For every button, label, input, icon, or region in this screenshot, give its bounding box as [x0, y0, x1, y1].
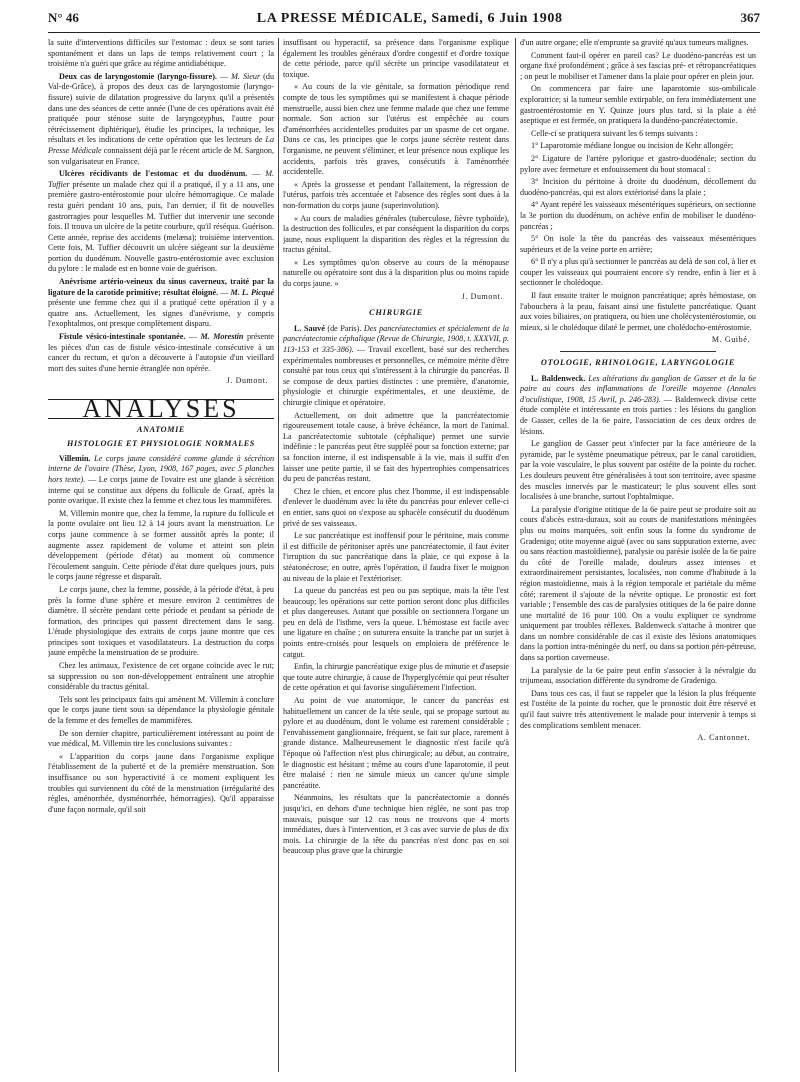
- report-title: Anévrisme artério-veineux du sinus caverneux, traité par la ligature de la carotide primitive; résultat éloigné.: [48, 277, 274, 297]
- paragraph: [48, 454, 274, 507]
- report-text: connaissent déjà par le récent article de M. Sargnon, son vulgarisateur en France.: [48, 145, 274, 166]
- paragraph: « Les symptômes qu'on observe au cours de la ménopause naturelle ou opératoire sont dus à la disparition plus ou moins rapide du corps jaune. »: [283, 257, 509, 289]
- report-text: présente les pièces d'un cas de fistule vésico-intestinale consécutive à un cancer du rectum, et qu'on a découverte à l'autopsie d'un vieillard mort des suites d'une hernie étranglée non opérée.: [48, 332, 274, 373]
- paragraph: Enfin, la chirurgie pancréatique exige plus de minutie et d'asepsie que toute autre chirurgie, à cause de l'hyperglycémie qui peut résulter de cette opération et qui favorise singulièrement l'infection.: [283, 662, 509, 693]
- author: L. Sauvé: [294, 323, 325, 333]
- paragraph: Au point de vue anatomique, le cancer du pancréas est habituellement un cancer de la tête seule, qui se propage surtout au pylore et au duodénum, dont le volume est rarement considérable ; l'envahissement ganglionnaire, fréquent, se fait sur place, rarement à grande distance. Malheureusement le diagnostic n'est facile qu'à l'époque où l'affection n'est plus chirurgicale; au début, au contraire, le diagnostic est hésitant ; même au cours d'une laparotomie, il peut être malaisé : rien ne simule mieux un cancer qu'une simple pancréatite.: [283, 696, 509, 790]
- paragraph: Actuellement, on doit admettre que la pancréatectomie rigoureusement totale cause, à brève échéance, la mort de l'animal. La pancréatectomie subtotale (céphalique) permet une survie indéfinie : le pancréas peut être suppléé pour sa fonction externe; par sa fonction interne, il est indispensable à la vie, mais il suffit d'en laisser une petite partie, il se fait des hypertrophies compensatrices du peu de pancréas restant.: [283, 410, 509, 484]
- paragraph: Deux cas de laryngostomie (laryngo-fissure). — M. Sieur (du Val-de-Grâce), à propos des deux cas de laryngostomie (laryngo-fissure) suivie de dilatation progressive du larynx qu'il a présentés dans une des séances de cette année (l'une de ces opérations avait été pratiquée pour sténose suite de laryngotyphus, l'autre pour rétrécissement diphtérique), étudie les principes, la technique, les résultats et les indications de cette opération que les lecteurs de La Presse Médicale connaissent déjà par le récent article de M. Sargnon, son vulgarisateur en France.: [48, 71, 274, 166]
- paragraph: « L'apparition du corps jaune dans l'organisme explique l'établissement de la puberté et de la première menstruation. Son insuffisance ou son hyperactivité à ce moment expliquent les troubles qui surviennent du côté de la menstruation (irrégularité des règles, aménorrhée, dysménorrhée, hémorragies). Qu'il apparaisse d'une façon normale, qu'il soit: [48, 751, 274, 814]
- section-banner: ANALYSES: [48, 399, 274, 419]
- article-text: — Le corps jaune de l'ovaire est une glande à sécrétion interne qui se constitue aux dépens du follicule de Graaf, après la ponte ovarique. Il existe chez la femme et chez tous les mammifères.: [48, 474, 274, 506]
- section-heading: CHIRURGIE: [369, 308, 423, 318]
- page-number: 367: [740, 10, 760, 25]
- paragraph: La queue du pancréas est peu ou pas septique, mais la tête l'est beaucoup; les opérations sur cette portion seront donc plus difficiles et plus dangereuses. Autant que possible on sectionnera l'organe un peu en delà de l'isthme, vers la queue. L'hémostase est facile avec une ligature en chaîne ; on suturera ensuite la tranche par un surjet à points entre-croisés pour lesquels on emploiera de préférence le catgut.: [283, 586, 509, 659]
- author: Villemin.: [59, 453, 91, 463]
- column-left: [48, 38, 274, 1076]
- paragraph: « Au cours de la vie génitale, sa formation périodique rend compte de tous les symptômes qui se manifestent à chaque période menstruelle, aussi bien chez une femme malade que chez une femme normale. Son action sur l'utérus est empêchée au cours d'aménorrhées accidentelles produites par un spasme de cet organe. Dans ce cas, les principes que le corps jaune sécrète restent dans l'organisme, ne peuvent s'éliminer, et leur présence nous explique les accidents, parfois très graves, consécutifs à l'aménorrhée accidentelle.: [283, 82, 509, 177]
- subsection-heading: HISTOLOGIE ET PHYSIOLOGIE NORMALES: [67, 439, 255, 449]
- column-divider: [278, 38, 279, 1072]
- author: M. L. Picqué: [230, 287, 274, 297]
- step-item: 1° Laparotomie médiane longue ou incision de Kehr allongée;: [531, 141, 734, 151]
- report-title: Ulcères récidivants de l'estomac et du duodénum.: [59, 169, 248, 179]
- report-title: Deux cas de laryngostomie (laryngo-fissure).: [59, 71, 217, 81]
- author: M. Morestin: [200, 332, 244, 342]
- page-header: [48, 10, 760, 33]
- article-title: Les altérations du ganglion de Gasser et de la 6e paire au cours des inflammations de l'oreille moyenne: [520, 373, 756, 394]
- report-text: présente un malade chez qui il a pratiqué, il y a 11 ans, une première gastro-entérostomie pour ulcère hémorragique. Ce malade resta guéri pendant 10 ans, puis, l'an dernier, il fit de nouvelles gastrorragies pour lesquelles M. Tuffier dut intervenir une seconde fois. Il trouva un ulcère de la petite courbure, qu'il réséqua. Guérison. Cette année, reprise des accidents (melæna); troisième intervention. Cette fois, M. Tuffier découvrit un ulcère siégeant sur la deuxième portion du duodénum. Nouvelle gastro-entérostomie avec exclusion du pylore : le malade est en bonne voie de guérison.: [48, 179, 274, 274]
- paragraph: « Après la grossesse et pendant l'allaitement, la régression de l'utérus, parfois très accentuée et l'absence des règles sont dues à la non-formation du corps jaune (superinvolution).: [283, 179, 509, 210]
- section-heading: ANATOMIE: [137, 424, 185, 434]
- report-text: présente une femme chez qui il a pratiqué cette opération il y a quatre ans. Actuellement, les signes d'anévrisme, y compris l'exophtalmos, ont presque complètement disparu.: [48, 298, 274, 329]
- column-middle: [283, 38, 509, 1076]
- journal-reference: La Presse Médicale: [48, 135, 274, 155]
- signature: J. Dumont.: [226, 376, 268, 386]
- author: M. Sieur: [231, 71, 261, 81]
- step-item: 6° Il n'y a plus qu'à sectionner le pancréas au delà de son col, à lier et couper les vaisseaux qui pourraient encore s'y rendre, enfin à lier et à sectionner le cholédoque.: [520, 257, 756, 288]
- paragraph: Comment faut-il opérer en pareil cas? Le duodéno-pancréas est un organe fixé profondément ; grâce à ses fascias pré- et rétropancréatiques ; on peut le mobiliser et l'amener dans la plaie pour opérer en plein jour.: [520, 50, 756, 81]
- paragraph: Le ganglion de Gasser peut s'infecter par la face antérieure de la pyramide, par le système pneumatique pétreux, par le canal carotidien, par la voie vasculaire, le plus souvent par ostéite de la pointe du rocher. Les douleurs peuvent être généralisées à tout son territoire, avec spasme des muscles innervés par le masticateur; le plus souvent elles sont localisées à une branche, surtout l'ophtalmique.: [520, 439, 756, 502]
- reference: (Thèse, Lyon, 1908, 167 pages, avec 5 planches hors texte).: [48, 464, 274, 484]
- paragraph: Chez le chien, et encore plus chez l'homme, il est indispensable d'enlever le duodénum avec la tête du pancréas pour enlever celle-ci en entier, sans quoi on s'expose au sphacèle consécutif du duodénum privé de ses vaisseaux.: [283, 486, 509, 528]
- paragraph: Celle-ci se pratiquera suivant les 6 temps suivants :: [531, 128, 698, 138]
- paragraph: Dans tous ces cas, il faut se rappeler que la lésion la plus fréquente est l'ostéite de la pointe du rocher, que le pronostic doit être réservé et qu'il faut suivre très attentivement le malade pour intervenir à temps si des complications semblent menacer.: [520, 688, 756, 730]
- article-text: — Baldenweck divise cette étude complète et intéressante en trois parties : les lésions du ganglion de Gasser, celles de la 6e paire, l'association de ces deux ordres de lésions.: [520, 394, 756, 436]
- step-item: 4° Ayant repéré les vaisseaux mésentériques supérieurs, on sectionne la 3e portion du duodénum, on achève enfin de mobiliser le duodéno-pancréas ;: [520, 200, 756, 231]
- paragraph: La paralysie de la 6e paire peut enfin s'associer à la névralgie du trijumeau, association différente du syndrome de Gradenigo.: [520, 665, 756, 686]
- author: L. Baldenweck.: [531, 373, 586, 383]
- reference: (Annales d'oculistique, 1908, 15 Avril, p. 246-283).: [520, 384, 756, 404]
- article-title: Le corps jaune considéré comme glande à sécrétion interne de l'ovaire: [48, 453, 274, 474]
- journal-title: LA PRESSE MÉDICALE, Samedi, 6 Juin 1908: [256, 11, 563, 26]
- paragraph: la suite d'interventions difficiles sur l'estomac : deux se sont taries spontanément et dans un laps de temps relativement court ; la troisième n'a guéri que grâce au régime antidiabétique.: [48, 38, 274, 69]
- step-item: 5° On isole la tête du pancréas des vaisseaux mésentériques supérieurs et de la veine porte en arrière;: [520, 234, 756, 254]
- paragraph: La paralysie d'origine otitique de la 6e paire peut se produire soit au cours d'abcès extra-duraux, soit au cours de manifestations méningées plus ou moins marquées, soit enfin sous la forme du syndrome de Gradenigo; otite moyenne aiguë (avec ou sans suppuration externe, avec ou sans réaction mastoïdienne), paralysie ou parésie isolée de la 6e paire du côté de l'oreille malade, douleurs assez intenses et extraordinairement persistantes, localisées, non comme d'habitude à la région mastoïdienne, mais à la région temporale et pariétale du même côté; rarement il s'ajoute de la névrite optique. Le pronostic est fort variable ; l'ensemble des cas de paralysies otitiques de la 6e paire donne une mortalité de 16 pour 100. On a voulu expliquer ce syndrome uniquement par troubles réflexes. Baldenweck s'attache à montrer que dans un nombre considérable de cas il existe des lésions anatomiques dans la portion intra-méningée du nerf, ou dans sa portion péri-pétreuse, dans sa portion caverneuse.: [520, 504, 756, 663]
- paragraph: De son dernier chapitre, particulièrement intéressant au point de vue médical, M. Villemin tire les conclusions suivantes :: [48, 728, 274, 749]
- paragraph: Chez les animaux, l'existence de cet organe coïncide avec le rut; sa suppression ou son non-développement entraînent une atrophie considérable du tractus génital.: [48, 661, 274, 692]
- paragraph: Fistule vésico-intestinale spontanée. — M. Morestin présente les pièces d'un cas de fistule vésico-intestinale consécutive à un cancer du rectum, et qu'on a découverte à l'autopsie d'un vieillard mort des suites d'une hernie étranglée non opérée.: [48, 332, 274, 373]
- paragraph: « Au cours de maladies générales (tuberculose, fièvre typhoïde), la destruction des follicules, et par conséquent la disparition du corps jaune, nous expliquent la disparition des règles et la régression du tractus génital.: [283, 213, 509, 255]
- paragraph: Néanmoins, les résultats que la pancréatectomie a donnés jusqu'ici, en dehors d'une technique bien réglée, ne sont pas trop mauvais, puisque sur 12 cas nous ne trouvons que 4 morts immédiates, dues à l'intervention, et 3 cas avec survie de plus de dix mois. La chirurgie de la tête du pancréas n'est donc pas en soi beaucoup plus grave que la chirurgie: [283, 793, 509, 856]
- step-item: 3° Incision du péritoine à droite du duodénum, décollement du duodéno-pancréas, qui est alors extériorisé dans la plaie ;: [520, 177, 756, 197]
- signature: A. Cantonnet.: [697, 733, 750, 743]
- paragraph: Anévrisme artério-veineux du sinus caverneux, traité par la ligature de la carotide primitive; résultat éloigné. — M. L. Picqué présente une femme chez qui il a pratiqué cette opération il y a quatre ans. Actuellement, les signes d'anévrisme, y compris l'exophtalmos, ont presque complètement disparu.: [48, 277, 274, 329]
- article-text: — Travail excellent, basé sur des recherches expérimentales nombreuses et personnelles, ce mémoire mérite d'être consulté par tous ceux qui s'intéressent à la chirurgie du pancréas. Il se compose de deux parties distinctes : une première, d'anatomie, physiologie et chirurgie expérimentales, et une deuxième, de chirurgie clinique et opératoire.: [283, 345, 509, 407]
- paragraph: insuffisant ou hyperactif, sa présence dans l'organisme explique également les troubles généraux d'ordre congestif et d'ordre toxique de cette période, parce qu'il sécrète un principe vasodilatateur et toxique.: [283, 38, 509, 79]
- author-location: (de Paris).: [327, 323, 362, 333]
- issue-number: N° 46: [48, 10, 79, 25]
- paragraph: d'un autre organe; elle n'emprunte sa gravité qu'aux tumeurs malignes.: [520, 38, 749, 47]
- paragraph: Tels sont les principaux faits qui amènent M. Villemin à conclure que le corps jaune tient sous sa dépendance la physiologie génitale de la femme et des femelles de mammifères.: [48, 694, 274, 726]
- section-heading: OTOLOGIE, RHINOLOGIE, LARYNGOLOGIE: [540, 358, 736, 368]
- paragraph: Il faut ensuite traiter le moignon pancréatique; après hémostase, on l'abouchera à la peau, faisant ainsi une fistulette pancréatique. Quant aux voies biliaires, on pratiquera, ou bien une cholécystentérostomie, ou mieux, si le cholédoque dilaté le permet, une cholédocho-entérostomie.: [520, 291, 756, 332]
- paragraph: On commencera par faire une laparotomie sus-ombilicale exploratrice; si la tumeur semble extirpable, on fera immédiatement une gastroentérostomie en Y. Quinze jours plus tard, si la plaie a été aseptique et est fermée, on pratiquera la duodéno-pancréatectomie.: [520, 84, 756, 126]
- column-right: [520, 38, 756, 1076]
- report-text: (du Val-de-Grâce), à propos des deux cas de laryngostomie (laryngo-fissure) suivie de dilatation progressive du larynx qu'il a présentés dans une des séances de cette année (l'une de ces opérations avait été pratiquée pour sténose suite de laryngotyphus, l'autre pour rétrécissement diphtérique), étudie les principes, la technique, les résultats et les indications de cette opération que les lecteurs de: [48, 71, 274, 145]
- signature: M. Guibé.: [711, 335, 750, 345]
- paragraph: [283, 324, 509, 409]
- article-title: Des pancréatectomies et spécialement de la pancréatectomie céphalique: [283, 323, 509, 344]
- column-divider: [515, 38, 516, 1072]
- divider: [560, 351, 716, 352]
- report-title: Fistule vésico-intestinale spontanée.: [59, 332, 186, 342]
- paragraph: Ulcères récidivants de l'estomac et du duodénum. — M. Tuffier présente un malade chez qui il a pratiqué, il y a 11 ans, une première gastro-entérostomie pour ulcère hémorragique. Ce malade resta guéri pendant 10 ans, puis, l'an dernier, il fit de nouvelles gastrorragies pour lesquelles M. Tuffier dut intervenir une seconde fois. Il trouva un ulcère de la petite courbure, qu'il réséqua. Guérison. Cette année, reprise des accidents (melæna); troisième intervention. Cette fois, M. Tuffier découvrit un ulcère siégeant sur la deuxième portion du duodénum. Nouvelle gastro-entérostomie avec exclusion du pylore : le malade est en bonne voie de guérison.: [48, 169, 274, 274]
- paragraph: M. Villemin montre que, chez la femme, la rupture du follicule et la ponte ovulaire ont lieu 12 à 14 jours avant la menstruation. Le corps jaune commence à se former aussitôt après la ponte; il augmente assez rapidement de volume et atteint son plein développement (période d'état) au moment où commence l'écoulement sanguin. Cette période d'état dure quelques jours, puis le corps jaune régresse et disparaît.: [48, 508, 274, 582]
- reference: (Revue de Chirurgie, 1908, t. XXXVII, p. 113-153 et 335-386).: [283, 334, 509, 355]
- paragraph: Le suc pancréatique est inoffensif pour le péritoine, mais comme il est difficile de péritoniser après une pancréatectomie, il faut éviter l'irruption du suc pancréatique dans la plaie, ce qui expose à la stéatonécrose; en outre, après l'opération, il faudra fixer le moignon au niveau de la plaie et l'extérioriser.: [283, 531, 509, 583]
- paragraph: [520, 374, 756, 438]
- paragraph: Le corps jaune, chez la femme, possède, à la période d'état, à peu près la forme d'une sphère et mesure environ 2 centimètres de diamètre. Il sécrète pendant cette période et pendant sa période de formation, des principes qui passent directement dans le sang. L'étude physiologique des extraits de corps jaune montre que ces principes sont toxiques et vasodilatateurs. La destruction du corps jaune empêche la menstruation de se produire.: [48, 584, 274, 658]
- author: M. Tuffier: [48, 169, 274, 189]
- signature: J. Dumont.: [461, 291, 503, 301]
- step-item: 2° Ligature de l'artère pylorique et gastro-duodénale; section du pylore avec fermeture et enfouissement du bout stomacal :: [520, 153, 756, 174]
